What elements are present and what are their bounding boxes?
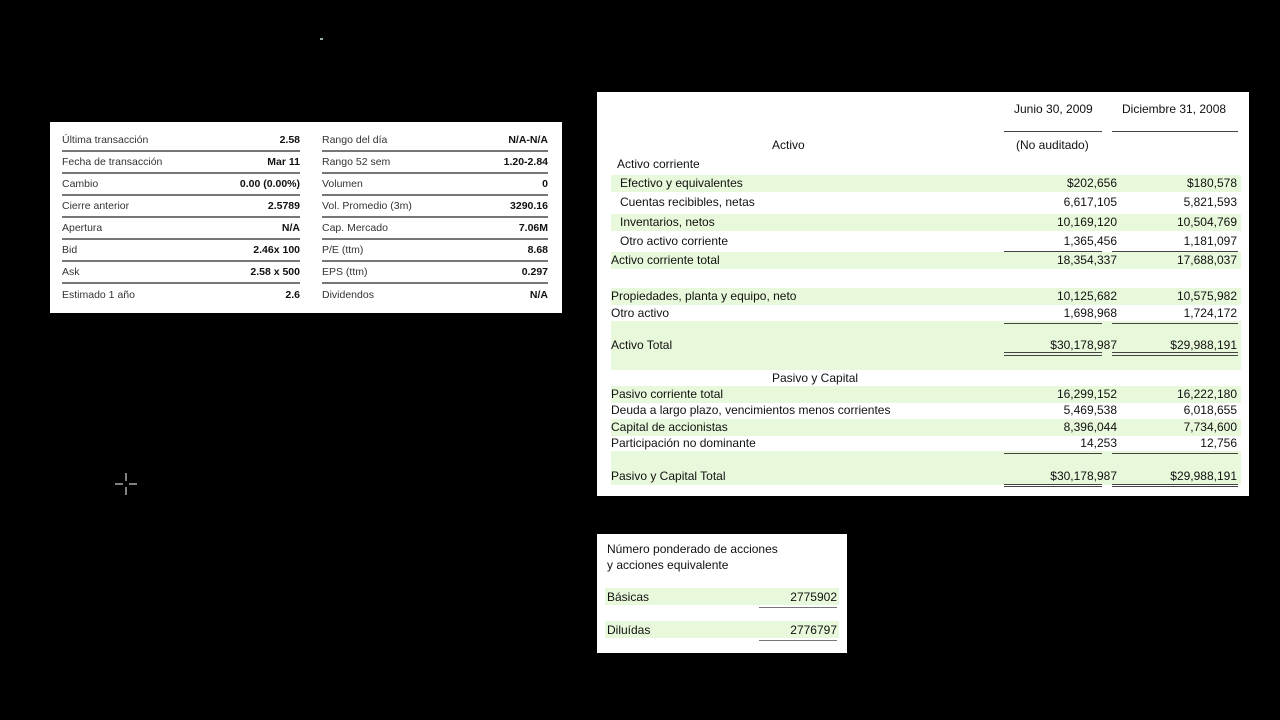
total-underline (1004, 251, 1102, 252)
quote-value: 1.20-2.84 (503, 156, 548, 168)
quote-row (322, 196, 548, 218)
quote-label: Cierre anterior (62, 200, 130, 212)
balance-row-label: Inventarios, netos (620, 215, 715, 229)
balance-value-2008: 17,688,037 (1176, 253, 1237, 267)
balance-row-label: Capital de accionistas (611, 420, 728, 434)
quote-value: N/A (281, 222, 300, 234)
balance-row-label: Activo Total (611, 338, 673, 352)
quote-value: 0 (542, 178, 548, 190)
quote-label: Volumen (322, 178, 363, 190)
quote-row (322, 240, 548, 262)
balance-row (611, 419, 1241, 436)
quote-label: Cambio (62, 178, 99, 190)
quote-row (62, 152, 300, 174)
quote-label: Ask (62, 266, 80, 278)
quote-row (62, 218, 300, 240)
quote-right-column (322, 130, 548, 306)
quote-row (322, 130, 548, 152)
quote-value: 2.46x 100 (253, 244, 300, 256)
quote-label: Última transacción (62, 134, 149, 146)
quote-value: N/A-N/A (508, 134, 548, 146)
total-underline (1004, 486, 1102, 487)
balance-row (611, 194, 1241, 211)
quote-value: 3290.16 (510, 200, 548, 212)
balance-value-2009: 8,396,044 (1063, 420, 1117, 434)
balance-value-2009: $202,656 (1066, 176, 1117, 190)
basicas-value: 2775902 (790, 590, 837, 604)
weighted-shares-panel (597, 534, 847, 653)
basicas-row (605, 588, 839, 605)
quote-row (62, 174, 300, 196)
quote-value: 7.06M (518, 222, 548, 234)
balance-row-label: Propiedades, planta y equipo, neto (611, 289, 797, 303)
quote-value: N/A (529, 289, 548, 301)
total-underline (1004, 453, 1102, 454)
balance-value-2009: 16,299,152 (1056, 387, 1117, 401)
quote-label: Dividendos (322, 289, 374, 301)
diluidas-row (605, 621, 839, 638)
quote-row (62, 240, 300, 262)
diluidas-label: Diluídas (607, 623, 651, 637)
quote-left-column (62, 130, 300, 306)
balance-row (611, 468, 1241, 485)
balance-row (611, 233, 1241, 250)
col1-header: Junio 30, 2009 (1014, 102, 1093, 116)
balance-row-label: Participación no dominante (611, 436, 756, 450)
balance-value-2009: 5,469,538 (1063, 403, 1117, 417)
balance-value-2008: 6,018,655 (1183, 403, 1237, 417)
quote-value: 8.68 (527, 244, 548, 256)
diluidas-underline (759, 640, 837, 641)
balance-value-2008: 7,734,600 (1183, 420, 1237, 434)
basicas-label: Básicas (607, 590, 650, 604)
quote-value: 0.297 (521, 266, 548, 278)
shares-title-line2: y acciones equivalente (607, 558, 729, 572)
double-underline (1004, 352, 1102, 353)
quote-label: Cap. Mercado (322, 222, 388, 234)
diluidas-value: 2776797 (790, 623, 837, 637)
quote-value: 2.58 x 500 (250, 266, 300, 278)
quote-row (62, 284, 300, 306)
quote-label: Apertura (62, 222, 103, 234)
balance-row (611, 402, 1241, 419)
screen-artifact (320, 38, 323, 40)
balance-value-2009: 10,125,682 (1056, 289, 1117, 303)
quote-label: Rango 52 sem (322, 156, 391, 168)
balance-row-label: Pasivo corriente total (611, 387, 724, 401)
quote-value: 2.6 (285, 289, 300, 301)
balance-row (611, 288, 1241, 305)
balance-sheet-panel (597, 92, 1249, 496)
activo-title: Activo (772, 138, 805, 152)
quote-label: P/E (ttm) (322, 244, 364, 256)
balance-row-label: Otro activo (611, 306, 670, 320)
balance-row (611, 214, 1241, 231)
balance-value-2008: 5,821,593 (1183, 195, 1237, 209)
balance-value-2009: 10,169,120 (1056, 215, 1117, 229)
quote-label: Vol. Promedio (3m) (322, 200, 412, 212)
double-underline (1112, 484, 1238, 485)
balance-row-label: Cuentas recibibles, netas (620, 195, 755, 209)
crosshair-cursor-icon (114, 472, 138, 496)
balance-value-2009: 6,617,105 (1063, 195, 1117, 209)
total-underline (1004, 323, 1102, 324)
pasivo-title: Pasivo y Capital (772, 371, 859, 385)
quote-value: 2.58 (279, 134, 300, 146)
quote-label: Fecha de transacción (62, 156, 163, 168)
balance-value-2008: 16,222,180 (1176, 387, 1237, 401)
balance-value-2009: 14,253 (1080, 436, 1117, 450)
balance-value-2008: 10,575,982 (1176, 289, 1237, 303)
basicas-underline (759, 607, 837, 608)
stock-quote-panel (50, 122, 562, 313)
balance-value-2009: 1,365,456 (1063, 234, 1117, 248)
quote-label: Rango del día (322, 134, 388, 146)
quote-label: Bid (62, 244, 78, 256)
balance-row-label: Otro activo corriente (620, 234, 729, 248)
quote-row (322, 218, 548, 240)
total-underline (1112, 323, 1238, 324)
quote-row (322, 284, 548, 306)
balance-row-label: Pasivo y Capital Total (611, 469, 726, 483)
balance-value-2008: 12,756 (1200, 436, 1237, 450)
quote-label: Estimado 1 año (62, 289, 135, 301)
balance-row (611, 386, 1241, 403)
quote-row (322, 262, 548, 284)
total-underline (1112, 355, 1238, 356)
balance-row (611, 175, 1241, 192)
balance-value-2009: 18,354,337 (1056, 253, 1117, 267)
balance-row-label: Activo corriente total (611, 253, 720, 267)
quote-value: Mar 11 (267, 156, 300, 168)
activo-corriente-label: Activo corriente (617, 157, 700, 171)
balance-value-2008: $29,988,191 (1170, 338, 1237, 352)
quote-value: 0.00 (0.00%) (239, 178, 300, 190)
quote-row (62, 262, 300, 284)
double-underline (1112, 352, 1238, 353)
header-underline-1 (1004, 131, 1102, 132)
header-underline-2 (1112, 131, 1238, 132)
shares-title-line1: Número ponderado de acciones (607, 542, 778, 556)
quote-row (62, 130, 300, 152)
quote-value: 2.5789 (267, 200, 300, 212)
balance-row-label: Deuda a largo plazo, vencimientos menos corrientes (611, 403, 891, 417)
balance-row-label: Efectivo y equivalentes (620, 176, 743, 190)
balance-value-2008: 10,504,769 (1176, 215, 1237, 229)
balance-value-2008: $29,988,191 (1170, 469, 1237, 483)
balance-value-2008: 1,724,172 (1183, 306, 1237, 320)
total-underline (1112, 486, 1238, 487)
balance-value-2009: $30,178,987 (1050, 469, 1117, 483)
balance-row (611, 435, 1241, 452)
total-underline (1112, 453, 1238, 454)
balance-row (611, 252, 1241, 269)
balance-value-2008: 1,181,097 (1183, 234, 1237, 248)
quote-row (322, 174, 548, 196)
balance-value-2009: 1,698,968 (1063, 306, 1117, 320)
balance-row (611, 305, 1241, 322)
no-auditado-label: (No auditado) (1016, 138, 1089, 152)
balance-value-2008: $180,578 (1186, 176, 1237, 190)
total-underline (1004, 355, 1102, 356)
quote-row (62, 196, 300, 218)
balance-value-2009: $30,178,987 (1050, 338, 1117, 352)
quote-label: EPS (ttm) (322, 266, 368, 278)
total-underline (1112, 251, 1238, 252)
double-underline (1004, 484, 1102, 485)
quote-row (322, 152, 548, 174)
col2-header: Diciembre 31, 2008 (1122, 102, 1227, 116)
